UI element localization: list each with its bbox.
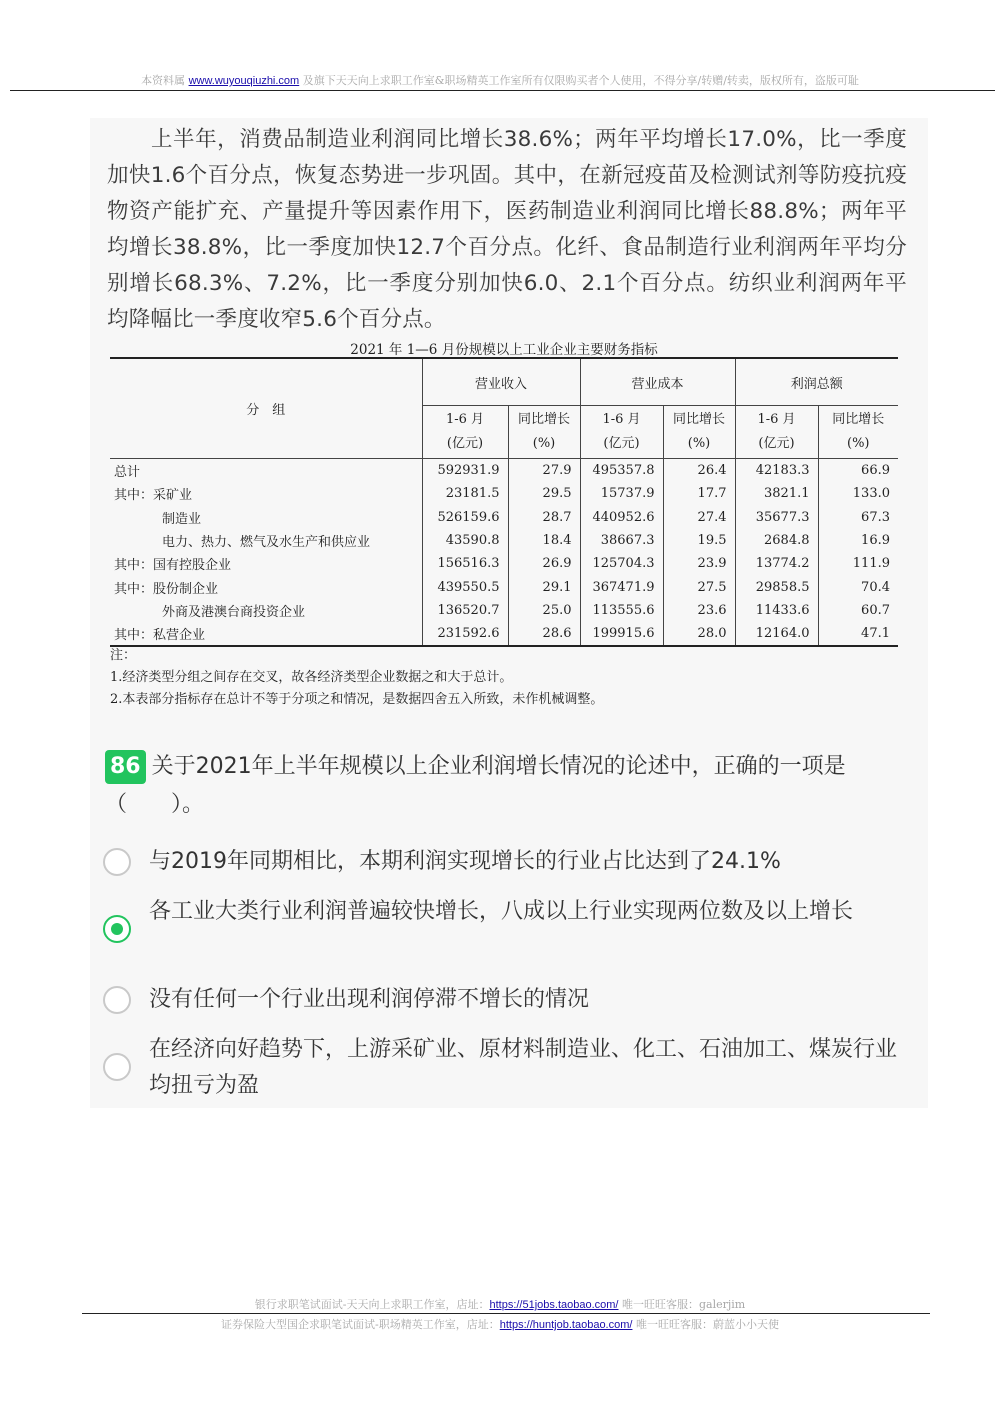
footer-text: 唯一旺旺客服：galerjim: [618, 1298, 746, 1311]
passage-text: 上半年，消费品制造业利润同比增长38.6%；两年平均增长17.0%，比一季度加快1.6个百分点，恢复态势进一步巩固。其中，在新冠疫苗及检测试剂等防疫抗疫物资产能扩充、产量提升等因素作用下，医药制造业利润同比增长88.8%；两年平均增长38.8%，比一季度加快12.7个百分点。化纤、食品制造行业利润两年平均分别增长68.3%、7.2%，比一季度分别加快6.0、2.1个百分点。纺织业利润两年平均降幅比一季度收窄5.6个百分点。: [107, 127, 907, 332]
table-cell: 16.9: [818, 529, 898, 552]
table-cell: 11433.6: [735, 599, 818, 622]
option-c[interactable]: [103, 984, 903, 1020]
table-cell: 17.7: [663, 482, 735, 505]
table-cell: 47.1: [818, 622, 898, 646]
table-cell: 29.1: [508, 575, 580, 598]
header-suffix: 及旗下天天向上求职工作室&职场精英工作室所有仅限购买者个人使用，不得分享/转赠/转卖，版权所有，盗版可耻: [302, 74, 859, 87]
table-cell: 60.7: [818, 599, 898, 622]
table-row: [110, 599, 898, 622]
col-group-cost: 营业成本: [580, 358, 735, 406]
table-header-row: [110, 358, 898, 406]
table-cell: 133.0: [818, 482, 898, 505]
table-cell: 125704.3: [580, 552, 663, 575]
subheader: 1-6 月 (亿元): [735, 406, 818, 459]
table-cell: 15737.9: [580, 482, 663, 505]
footer-text: 银行求职笔试面试-天天向上求职工作室，店址：: [254, 1298, 490, 1311]
footer-shop-link-1[interactable]: https://51jobs.taobao.com/: [489, 1299, 619, 1311]
table-title: 2021 年 1—6 月份规模以上工业企业主要财务指标: [350, 342, 658, 358]
radio-button-icon[interactable]: [103, 986, 131, 1014]
subheader: 同比增长 (%): [818, 406, 898, 459]
col-group-profit: 利润总额: [735, 358, 898, 406]
table-row: [110, 575, 898, 598]
table-cell: 26.9: [508, 552, 580, 575]
table-cell: 23181.5: [422, 482, 508, 505]
table-cell: 18.4: [508, 529, 580, 552]
table-row: [110, 622, 898, 646]
subheader: 同比增长 (%): [663, 406, 735, 459]
radio-button-icon[interactable]: [103, 1053, 131, 1081]
footer-shop-link-2[interactable]: https://huntjob.taobao.com/: [499, 1319, 633, 1331]
table-cell: 440952.6: [580, 506, 663, 529]
table-cell: 592931.9: [422, 459, 508, 483]
note-line: 注：: [110, 648, 137, 663]
option-text: 各工业大类行业利润普遍较快增长，八成以上行业实现两位数及以上增长: [149, 899, 854, 924]
subheader: 同比增长 (%): [508, 406, 580, 459]
table-cell: 35677.3: [735, 506, 818, 529]
footer-text: 证券保险大型国企求职笔试面试-职场精英工作室，店址：: [221, 1318, 500, 1331]
question-number-badge: 86: [105, 750, 146, 784]
page-header: [0, 72, 1000, 88]
table-cell: 38667.3: [580, 529, 663, 552]
table-cell: 43590.8: [422, 529, 508, 552]
row-label: 制造业: [162, 511, 202, 527]
option-text: 与2019年同期相比，本期利润实现增长的行业占比达到了24.1%: [149, 849, 781, 874]
table-cell: 66.9: [818, 459, 898, 483]
option-text: 没有任何一个行业出现利润停滞不增长的情况: [149, 987, 590, 1012]
table-row: [110, 552, 898, 575]
row-label: 外商及港澳台商投资企业: [162, 604, 306, 620]
header-site-link[interactable]: www.wuyouqiuzhi.com: [188, 75, 300, 87]
table-cell: 13774.2: [735, 552, 818, 575]
col-group-revenue: 营业收入: [422, 358, 580, 406]
table-cell: 42183.3: [735, 459, 818, 483]
table-cell: 23.6: [663, 599, 735, 622]
table-cell: 199915.6: [580, 622, 663, 646]
option-d[interactable]: [103, 1034, 903, 1106]
subheader: 1-6 月 (亿元): [422, 406, 508, 459]
table-row: [110, 529, 898, 552]
table-cell: 231592.6: [422, 622, 508, 646]
row-label: 其中：股份制企业: [114, 581, 219, 597]
financial-indicators-table: [110, 357, 898, 647]
table-cell: 23.9: [663, 552, 735, 575]
table-cell: 28.7: [508, 506, 580, 529]
row-label: 总计: [114, 465, 141, 481]
subheader: 1-6 月 (亿元): [580, 406, 663, 459]
row-label: 其中：私营企业: [110, 622, 422, 646]
table-cell: 136520.7: [422, 599, 508, 622]
table-cell: 439550.5: [422, 575, 508, 598]
table-row: [110, 459, 898, 483]
table-cell: 3821.1: [735, 482, 818, 505]
table-cell: 156516.3: [422, 552, 508, 575]
question-text: 关于2021年上半年规模以上企业利润增长情况的论述中，正确的一项是（ ）。: [105, 754, 846, 817]
option-a[interactable]: [103, 846, 903, 882]
table-cell: 12164.0: [735, 622, 818, 646]
footer-line-2: [0, 1316, 1000, 1332]
group-header: 分 组: [110, 358, 422, 459]
option-b[interactable]: [103, 896, 903, 968]
table-row: [110, 506, 898, 529]
row-label: 电力、热力、燃气及水生产和供应业: [162, 535, 371, 551]
table-cell: 70.4: [818, 575, 898, 598]
table-cell: 526159.6: [422, 506, 508, 529]
radio-button-icon[interactable]: [103, 848, 131, 876]
table-cell: 27.4: [663, 506, 735, 529]
table-cell: 367471.9: [580, 575, 663, 598]
header-prefix: 本资料属: [141, 74, 186, 87]
question-stem: [105, 748, 905, 824]
table-cell: 19.5: [663, 529, 735, 552]
row-label: 其中：国有控股企业: [114, 558, 232, 574]
table-row: [110, 482, 898, 505]
table-cell: 28.0: [663, 622, 735, 646]
table-cell: 2684.8: [735, 529, 818, 552]
table-cell: 29.5: [508, 482, 580, 505]
table-cell: 113555.6: [580, 599, 663, 622]
table-notes: [110, 645, 900, 711]
footer-divider: [82, 1313, 930, 1314]
footer-text: 唯一旺旺客服：蔚蓝小小天使: [632, 1318, 779, 1331]
note-line: 2.本表部分指标存在总计不等于分项之和情况，是数据四舍五入所致，未作机械调整。: [110, 692, 604, 707]
table-cell: 25.0: [508, 599, 580, 622]
table-cell: 495357.8: [580, 459, 663, 483]
radio-button-selected-icon[interactable]: [103, 915, 131, 943]
table-cell: 28.6: [508, 622, 580, 646]
note-line: 1.经济类型分组之间存在交叉，故各经济类型企业数据之和大于总计。: [110, 670, 513, 685]
option-text: 在经济向好趋势下，上游采矿业、原材料制造业、化工、石油加工、煤炭行业均扭亏为盈: [149, 1037, 898, 1098]
table-cell: 111.9: [818, 552, 898, 575]
row-label: 其中：采矿业: [114, 488, 193, 504]
table-cell: 27.9: [508, 459, 580, 483]
table-cell: 67.3: [818, 506, 898, 529]
reading-passage: [107, 122, 907, 338]
table-cell: 27.5: [663, 575, 735, 598]
table-cell: 26.4: [663, 459, 735, 483]
table-cell: 29858.5: [735, 575, 818, 598]
footer-line-1: [0, 1296, 1000, 1312]
header-divider: [10, 90, 995, 91]
